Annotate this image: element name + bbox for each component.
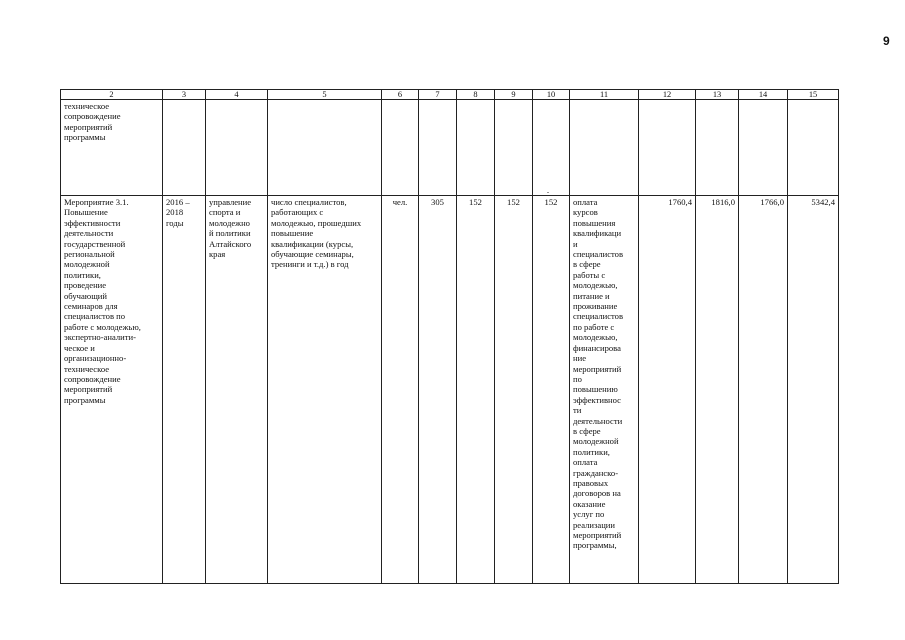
table-row: [61, 196, 839, 584]
cell-value-col8: 152: [457, 196, 495, 584]
header-cell: 3: [163, 90, 206, 100]
header-cell: 10: [533, 90, 570, 100]
header-cell: 2: [61, 90, 163, 100]
empty-cell: [639, 100, 696, 196]
table-header-row: [61, 90, 839, 100]
header-cell: 13: [696, 90, 739, 100]
cell-funding-col13: 1816,0: [696, 196, 739, 584]
empty-cell: [206, 100, 268, 196]
header-cell: 7: [419, 90, 457, 100]
cell-activity-continuation: техническое сопровождение мероприятий программы: [61, 100, 163, 196]
empty-cell: [788, 100, 839, 196]
cell-expenses-description: оплата курсов повышения квалификаци и специалистов в сфере работы с молодежью, питание и проживание специалистов по работе с молодежью, финансирова ние мероприятий по повышению эффективнос ти деятельности в сфере молодежной политики, оплата гражданско- правовых договоров на оказание услуг по реализации мероприятий программы,: [570, 196, 639, 584]
empty-cell: [739, 100, 788, 196]
header-cell: 15: [788, 90, 839, 100]
table-row: [61, 100, 839, 196]
empty-cell: [457, 100, 495, 196]
header-cell: 14: [739, 90, 788, 100]
cell-value-col10: 152: [533, 196, 570, 584]
cell-period: 2016 – 2018 годы: [163, 196, 206, 584]
cell-funding-total: 5342,4: [788, 196, 839, 584]
cell-value-col9: 152: [495, 196, 533, 584]
empty-cell: [533, 100, 570, 196]
header-cell: 9: [495, 90, 533, 100]
cell-value-col7: 305: [419, 196, 457, 584]
header-cell: 8: [457, 90, 495, 100]
header-cell: 11: [570, 90, 639, 100]
page-number: 9: [883, 34, 890, 48]
header-cell: 4: [206, 90, 268, 100]
empty-cell: [495, 100, 533, 196]
header-cell: 6: [382, 90, 419, 100]
program-activities-table: [60, 89, 839, 584]
empty-cell: [570, 100, 639, 196]
header-cell: 12: [639, 90, 696, 100]
header-cell: 5: [268, 90, 382, 100]
cell-unit: чел.: [382, 196, 419, 584]
cell-funding-col12: 1760,4: [639, 196, 696, 584]
empty-cell: [419, 100, 457, 196]
cell-indicator: число специалистов, работающих с молодежью, прошедших повышение квалификации (курсы, обучающие семинары, тренинги и т.д.) в год: [268, 196, 382, 584]
cell-executor: управление спорта и молодежно й политики Алтайского края: [206, 196, 268, 584]
empty-cell: [696, 100, 739, 196]
cell-activity-name: Мероприятие 3.1. Повышение эффективности деятельности государственной региональной молодежной политики, проведение обучающий семинаров для специалистов по работе с молодежью, экспертно-аналити- ческое и организационно- техническое сопровождение мероприятий программы: [61, 196, 163, 584]
cell-funding-col14: 1766,0: [739, 196, 788, 584]
empty-cell: [163, 100, 206, 196]
empty-cell: [268, 100, 382, 196]
empty-cell: [382, 100, 419, 196]
